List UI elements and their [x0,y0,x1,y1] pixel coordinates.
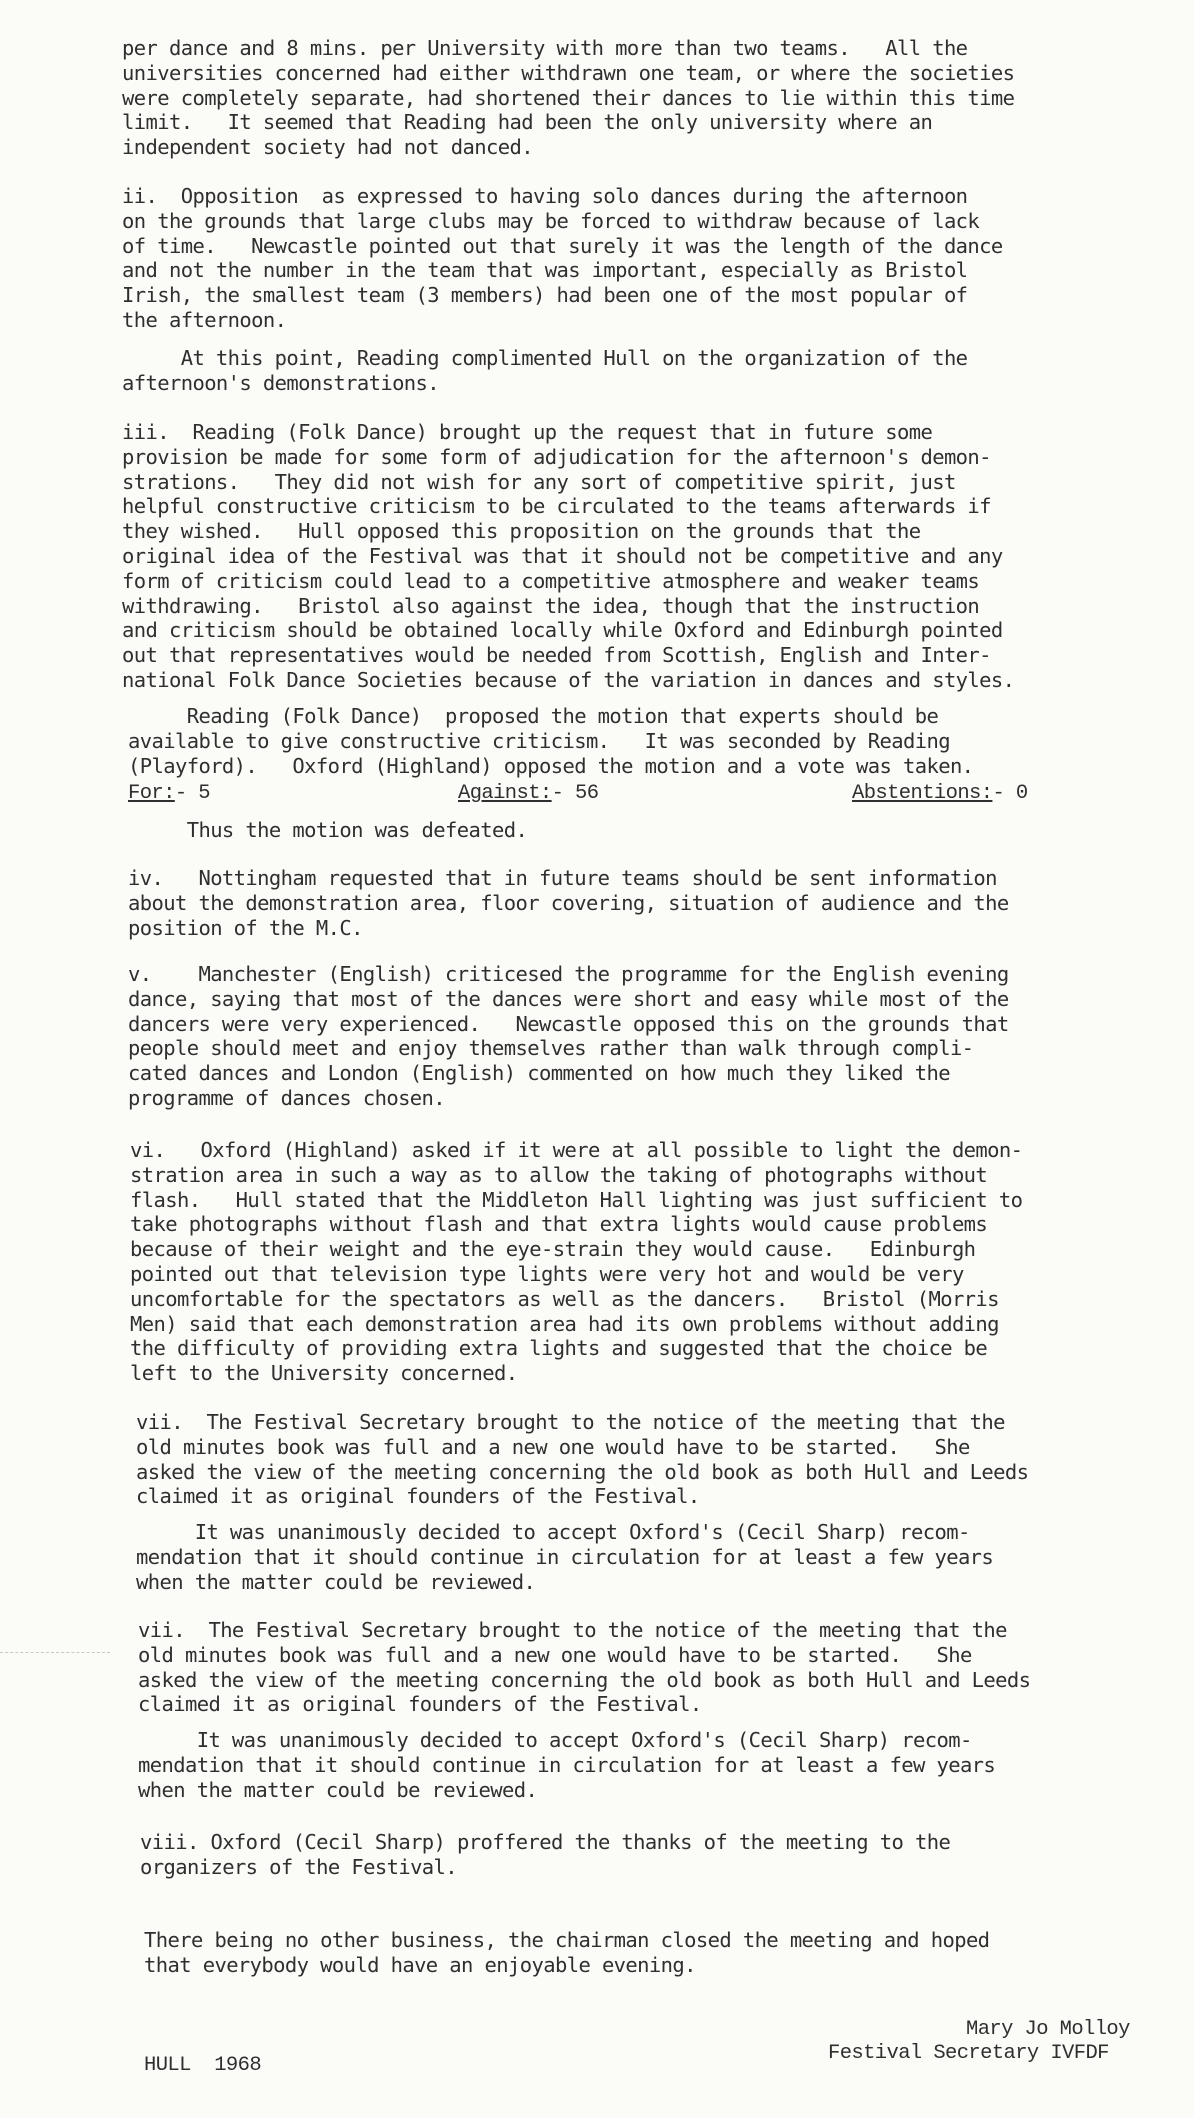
text-line: claimed it as original founders of the Festival. [136,1484,700,1509]
vote-against [458,782,598,807]
text-line: available to give constructive criticism. It was seconded by Reading [128,728,950,753]
text-line: because of their weight and the eye-strain they would cause. Edinburgh [130,1237,976,1262]
text-line: out that representatives would be needed from Scottish, English and Inter- [122,643,991,668]
item-v [128,962,1009,1111]
text-line: At this point, Reading complimented Hull on the organization of the [122,346,968,370]
text-line: vii. The Festival Secretary brought to the notice of the meeting that the [138,1618,1007,1642]
vote-for-value: - 5 [174,782,210,805]
text-line: asked the view of the meeting concerning the old book as both Hull and Leeds [136,1459,1029,1484]
text-line: provision be made for some form of adjudication for the afternoon's demon- [122,444,991,469]
text-line: claimed it as original founders of the Festival. [138,1692,702,1717]
text-line: on the grounds that large clubs may be forced to withdraw because of lack [122,208,980,233]
text-line: withdrawing. Bristol also against the idea, though that the instruction [122,593,980,618]
text-line: flash. Hull stated that the Middleton Hall lighting was just sufficient to [130,1187,1023,1212]
item-iii [122,420,1014,693]
text-line: vi. Oxford (Highland) asked if it were at all possible to light the demon- [130,1138,1023,1162]
vote-against-value: - 56 [551,782,599,805]
signatory-title: Festival Secretary IVFDF [828,2042,1109,2065]
text-line: form of criticism could lead to a competitive atmosphere and weaker teams [122,568,980,593]
text-line: dancers were very experienced. Newcastle opposed this on the grounds that [128,1011,1009,1036]
item-ii [122,184,1003,333]
item-iii-result [128,818,527,843]
text-line: about the demonstration area, floor covering, situation of audience and the [128,890,1009,915]
text-line: position of the M.C. [128,915,363,940]
text-line: and criticism should be obtained locally while Oxford and Edinburgh pointed [122,618,1003,643]
text-line: ii. Opposition as expressed to having solo dances during the afternoon [122,184,968,208]
vote-abstentions-label: Abstentions: [852,782,993,805]
text-line: left to the University concerned. [130,1361,518,1386]
item-vii-first-decision [136,1520,993,1594]
text-line: iv. Nottingham requested that in future teams should be sent information [128,866,997,890]
text-line: v. Manchester (English) criticesed the programme for the English evening [128,962,1009,986]
item-vi [130,1138,1022,1386]
text-line: when the matter could be reviewed. [138,1777,538,1802]
item-viii [140,1830,950,1880]
text-line: people should meet and enjoy themselves rather than walk through compli- [128,1036,974,1061]
item-ii-note [122,346,967,396]
item-iv [128,866,1009,940]
text-line: Irish, the smallest team (3 members) had been one of the most popular of [122,283,968,308]
item-iii-motion [128,704,973,778]
text-line: uncomfortable for the spectators as well as the dancers. Bristol (Morris [130,1286,999,1311]
text-line: afternoon's demonstrations. [122,370,440,395]
text-line: strations. They did not wish for any sort of competitive spirit, just [122,469,956,494]
place-date: HULL 1968 [144,2054,262,2077]
text-line: that everybody would have an enjoyable evening. [144,1952,696,1977]
text-line: the afternoon. [122,307,287,332]
text-line: viii. Oxford (Cecil Sharp) proffered the thanks of the meeting to the [140,1830,951,1854]
text-line: take photographs without flash and that extra lights would cause problems [130,1212,988,1237]
text-line: independent society had not danced. [122,135,533,160]
text-line: It was unanimously decided to accept Oxford's (Cecil Sharp) recom- [138,1728,972,1752]
text-line: mendation that it should continue in circulation for at least a few years [138,1752,996,1777]
vote-abstentions [852,782,1028,807]
text-line: asked the view of the meeting concerning the old book as both Hull and Leeds [138,1667,1031,1692]
text-line: and not the number in the team that was important, especially as Bristol [122,258,968,283]
text-line: mendation that it should continue in circulation for at least a few years [136,1544,994,1569]
text-line: programme of dances chosen. [128,1085,446,1110]
text-line: Thus the motion was defeated. [128,818,528,842]
item-vii-second [138,1618,1030,1717]
text-line: national Folk Dance Societies because of the variation in dances and styles. [122,667,1015,692]
item-vii-second-decision [138,1728,995,1802]
paragraph-continuation [122,36,1014,160]
text-line: were completely separate, had shortened their dances to lie within this time [122,85,1015,110]
text-line: limit. It seemed that Reading had been the only university where an [122,110,933,135]
text-line: iii. Reading (Folk Dance) brought up the request that in future some [122,420,933,444]
text-line: organizers of the Festival. [140,1854,458,1879]
margin-mark [0,1652,110,1653]
vote-for [128,782,210,807]
text-line: cated dances and London (English) commented on how much they liked the [128,1061,950,1086]
vote-abstentions-value: - 0 [992,782,1028,805]
vote-against-label: Against: [458,782,552,805]
text-line: Men) said that each demonstration area had its own problems without adding [130,1311,999,1336]
text-line: universities concerned had either withdrawn one team, or where the societies [122,60,1015,85]
text-line: stration area in such a way as to allow the taking of photographs without [130,1162,988,1187]
text-line: old minutes book was full and a new one would have to be started. She [138,1642,972,1667]
text-line: Reading (Folk Dance) proposed the motion that experts should be [128,704,939,728]
text-line: pointed out that television type lights were very hot and would be very [130,1261,964,1286]
text-line: old minutes book was full and a new one would have to be started. She [136,1434,970,1459]
text-line: There being no other business, the chairman closed the meeting and hoped [144,1928,990,1952]
text-line: per dance and 8 mins. per University with more than two teams. All the [122,36,968,60]
text-line: dance, saying that most of the dances were short and easy while most of the [128,986,1009,1011]
closing-paragraph [144,1928,989,1978]
vote-for-label: For: [128,782,175,805]
text-line: the difficulty of providing extra lights and suggested that the choice be [130,1336,988,1361]
text-line: original idea of the Festival was that it should not be competitive and any [122,543,1003,568]
signatory-name: Mary Jo Molloy [966,2018,1130,2041]
text-line: (Playford). Oxford (Highland) opposed the motion and a vote was taken. [128,753,974,778]
item-vii-first [136,1410,1028,1509]
text-line: It was unanimously decided to accept Oxford's (Cecil Sharp) recom- [136,1520,970,1544]
text-line: of time. Newcastle pointed out that surely it was the length of the dance [122,233,1003,258]
text-line: they wished. Hull opposed this proposition on the grounds that the [122,519,921,544]
text-line: helpful constructive criticism to be circulated to the teams afterwards if [122,494,991,519]
text-line: vii. The Festival Secretary brought to the notice of the meeting that the [136,1410,1005,1434]
text-line: when the matter could be reviewed. [136,1569,536,1594]
